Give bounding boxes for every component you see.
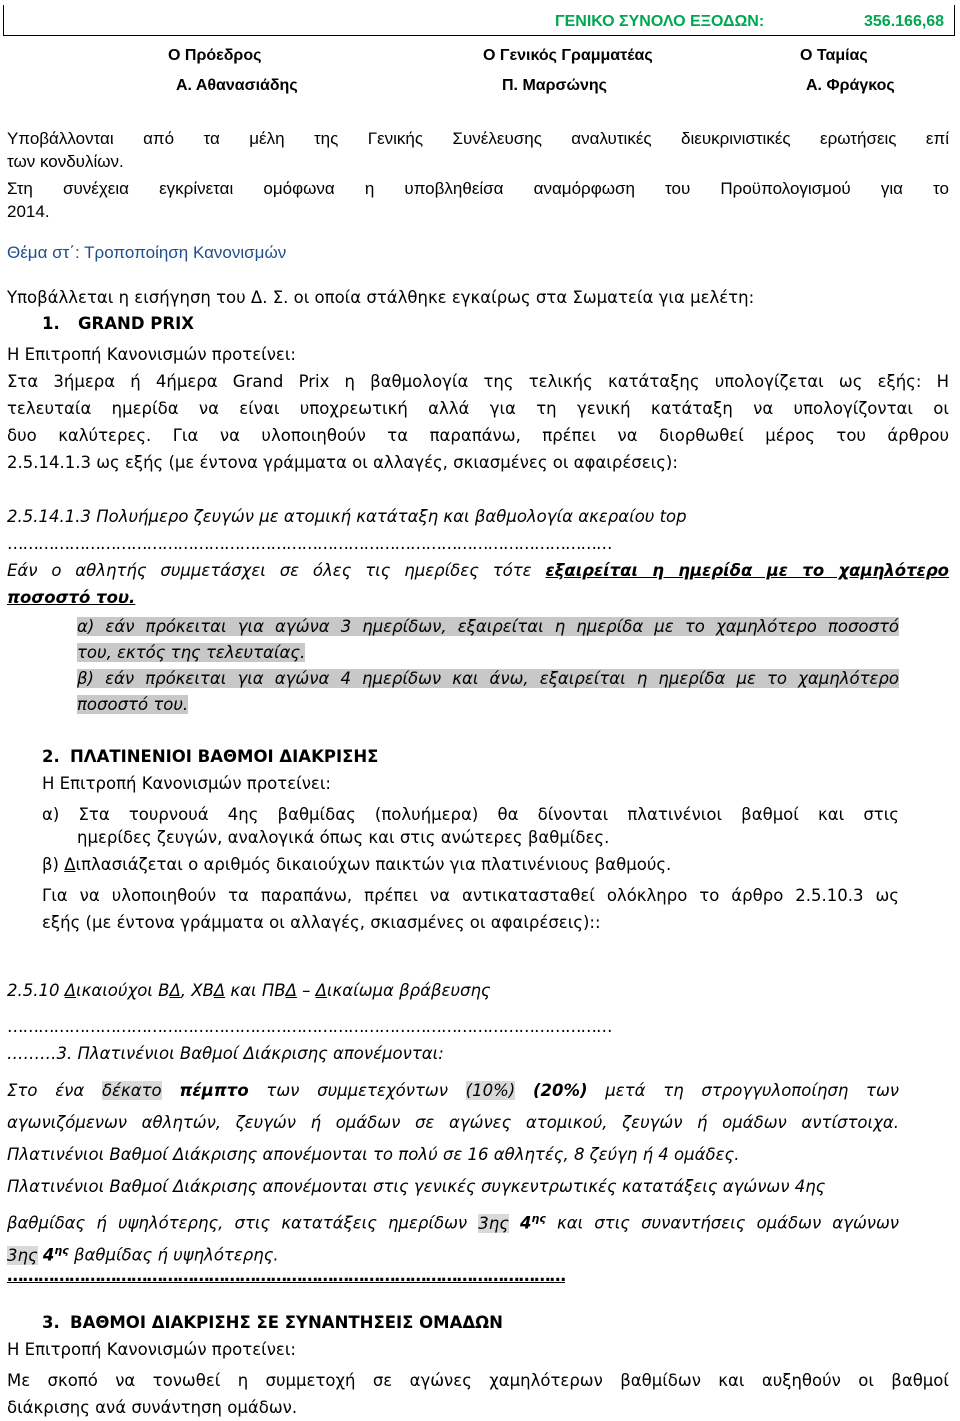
role-president: Ο Πρόεδρος [168, 47, 262, 64]
proposal-line: Υποβάλλεται η εισήγηση του Δ. Σ. οι οποία στάλθηκε εγκαίρως στα Σωματεία για μελέτη: [7, 288, 755, 307]
s1-para-3: δυο καλύτερες. Για να υλοποιηθούν τα παραπάνω, πρέπει να διορθωθεί μέρος του άρθρου [7, 426, 949, 445]
s1-title: GRAND PRIX [78, 314, 194, 333]
intro-line-1: Υποβάλλονται από τα μέλη της Γενικής Συνέλευσης αναλυτικές διευκρινιστικές ερωτήσεις επί [7, 129, 949, 148]
s2-item-a-1: α) Στα τουρνουά 4ης βαθμίδας (πολυήμερα) θα δίνονται πλατινένιοι βαθμοί και στις [42, 805, 899, 824]
name-secretary: Π. Μαρσώνης [502, 77, 607, 94]
total-value: 356.166,68 [864, 13, 945, 30]
s1-if-line [7, 561, 949, 580]
s3-para-2: διάκρισης ανά συνάντηση ομάδων. [7, 1398, 298, 1417]
s2-change-2: εξής (με έντονα γράμματα οι αλλαγές, σκιασμένες οι αφαιρέσεις):: [42, 913, 601, 932]
s1-item-a-2: του, εκτός της τελευταίας. [77, 643, 306, 662]
s2-dots-2: ……………………………………………………………………………………………… [7, 1266, 565, 1285]
s2-award-line-5: βαθμίδας ή υψηλότερης, στις κατατάξεις ημερίδων 3ης $4^{\eta\varsigma}$ και στις συναντήσεις ομάδων αγώνων [7, 1212, 900, 1233]
s2-award-line-3: Πλατινένιοι Βαθμοί Διάκρισης απονέμονται το πολύ σε 16 αθλητές, 8 ζεύγη ή 4 ομάδες. [7, 1145, 740, 1164]
s3-para-1: Με σκοπό να τονωθεί η συμμετοχή σε αγώνες χαμηλότερων βαθμίδων και αυξηθούν οι βαθμοί [7, 1371, 949, 1390]
s1-number: 1. [42, 314, 60, 333]
s1-if-text: Εάν ο αθλητής συμμετάσχει σε όλες τις ημερίδες τότε [7, 561, 546, 580]
intro-line-3: Στη συνέχεια εγκρίνεται ομόφωνα η υποβληθείσα αναμόρφωση του Προϋπολογισμού για το [7, 179, 949, 198]
s1-if-bold: εξαιρείται η ημερίδα με το χαμηλότερο [545, 561, 949, 580]
s1-if-bold-2: ποσοστό του. [7, 588, 136, 607]
name-president: Α. Αθανασιάδης [176, 77, 298, 94]
s1-article-title: 2.5.14.1.3 Πολυήμερο ζευγών με ατομική κατάταξη και βαθμολογία ακεραίου top [7, 507, 687, 526]
s1-item-a-1: α) εάν πρόκειται για αγώνα 3 ημερίδων, εξαιρείται η ημερίδα με το χαμηλότερο ποσοστό [77, 617, 899, 636]
intro-line-2: των κονδυλίων. [7, 152, 124, 171]
s2-item-a-2: ημερίδες ζευγών, αναλογικά όπως και στις ανώτερες βαθμίδες. [77, 828, 610, 847]
s1-para-1: Στα 3ήμερα ή 4ήμερα Grand Prix η βαθμολογία της τελικής κατάταξης υπολογίζεται ως εξής: Η [7, 372, 949, 391]
s1-proposes: Η Επιτροπή Κανονισμών προτείνει: [7, 345, 296, 364]
intro-line-4: 2014. [7, 202, 50, 221]
name-treasurer: Α. Φράγκος [806, 77, 895, 94]
total-label: ΓΕΝΙΚΟ ΣΥΝΟΛΟ ΕΞΟΔΩΝ: [555, 13, 765, 30]
s2-item-b: β) Διπλασιάζεται ο αριθμός δικαιούχων παικτών για πλατινένιους βαθμούς. [42, 855, 672, 874]
s2-dots-1: ……………………………………………………………………………………………………… [7, 1017, 612, 1036]
s2-subtitle: ………3. Πλατινένιοι Βαθμοί Διάκρισης απονέμονται: [7, 1044, 444, 1063]
s1-item-b-1: β) εάν πρόκειται για αγώνα 4 ημερίδων και άνω, εξαιρείται η ημερίδα με το χαμηλότερο [77, 669, 899, 688]
role-secretary: Ο Γενικός Γραμματέας [483, 47, 653, 64]
s2-award-line-1: Στο ένα δέκατο πέμπτο των συμμετεχόντων (10%) (20%) μετά τη στρογγυλοποίηση των [7, 1081, 899, 1100]
s2-proposes: Η Επιτροπή Κανονισμών προτείνει: [42, 774, 331, 793]
topic-heading: Θέμα στ΄: Τροποποίηση Κανονισμών [7, 243, 287, 262]
s2-article-title: 2.5.10 Δικαιούχοι ΒΔ, ΧΒΔ και ΠΒΔ – Δικαίωμα βράβευσης [7, 981, 491, 1000]
s3-number: 3. [42, 1313, 60, 1332]
s1-para-4: 2.5.14.1.3 ως εξής (με έντονα γράμματα οι αλλαγές, σκιασμένες οι αφαιρέσεις): [7, 453, 678, 472]
s2-title: ΠΛΑΤΙΝΕΝΙΟΙ ΒΑΘΜΟΙ ΔΙΑΚΡΙΣΗΣ [70, 747, 379, 766]
s3-title: ΒΑΘΜΟΙ ΔΙΑΚΡΙΣΗΣ ΣΕ ΣΥΝΑΝΤΗΣΕΙΣ ΟΜΑΔΩΝ [70, 1313, 503, 1332]
role-treasurer: Ο Ταμίας [800, 47, 868, 64]
s1-para-2: τελευταία ημερίδα να είναι υποχρεωτική αλλά για τη γενική κατάταξη να υπολογίζονται οι [7, 399, 949, 418]
s2-number: 2. [42, 747, 60, 766]
header-box [3, 5, 955, 36]
s2-change-1: Για να υλοποιηθούν τα παραπάνω, πρέπει να αντικατασταθεί ολόκληρο το άρθρο 2.5.10.3 ως [42, 886, 899, 905]
s3-proposes: Η Επιτροπή Κανονισμών προτείνει: [7, 1340, 296, 1359]
s2-award-line-4: Πλατινένιοι Βαθμοί Διάκρισης απονέμονται στις γενικές συγκεντρωτικές κατατάξεις αγώνων 4ης [7, 1177, 826, 1196]
s2-award-line-6: 3ης $4^{\eta\varsigma}$ βαθμίδας ή υψηλότερης. [7, 1244, 279, 1265]
s1-item-b-2: ποσοστό του. [77, 695, 189, 714]
s1-dots: ……………………………………………………………………………………………………… [7, 534, 612, 553]
s2-award-line-2: αγωνιζόμενων αθλητών, ζευγών ή ομάδων σε αγώνες ατομικού, ζευγών ή ομάδων αντίστοιχα. [7, 1113, 899, 1132]
